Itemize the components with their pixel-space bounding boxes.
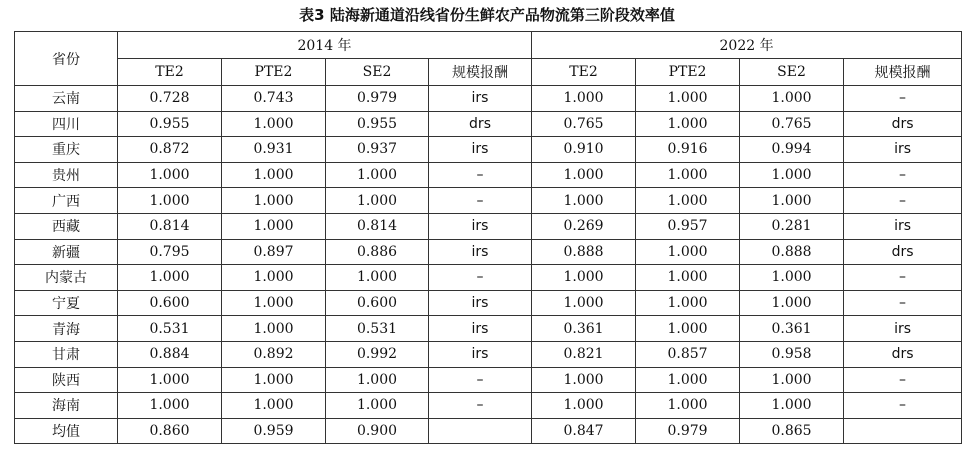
returns-cell-b: – [844, 367, 962, 393]
te2-cell-b: 1.000 [532, 86, 636, 112]
te2-cell-b: 0.269 [532, 213, 636, 239]
returns-cell-a: – [429, 162, 532, 188]
province-cell: 四川 [15, 111, 118, 137]
pte2-cell-a: 0.931 [222, 137, 326, 163]
returns-cell-b: drs [844, 111, 962, 137]
table-row [15, 162, 962, 188]
se2-cell-a: 0.979 [326, 86, 429, 112]
pte2-cell-a: 1.000 [222, 188, 326, 214]
header-year-2014: 2014 年 [118, 32, 532, 59]
returns-cell-a: irs [429, 213, 532, 239]
province-cell: 西藏 [15, 213, 118, 239]
pte2-cell-a: 1.000 [222, 111, 326, 137]
te2-cell-a: 1.000 [118, 367, 222, 393]
header-province: 省份 [15, 32, 118, 86]
table-row [15, 86, 962, 112]
returns-cell-a: – [429, 265, 532, 291]
header-te2-a: TE2 [118, 59, 222, 86]
se2-cell-b: 1.000 [740, 367, 844, 393]
pte2-cell-a: 1.000 [222, 367, 326, 393]
returns-cell-b: – [844, 162, 962, 188]
province-cell: 均值 [15, 418, 118, 444]
province-cell: 新疆 [15, 239, 118, 265]
se2-cell-b: 0.888 [740, 239, 844, 265]
pte2-cell-a: 0.892 [222, 341, 326, 367]
pte2-cell-b: 1.000 [636, 239, 740, 265]
se2-cell-b: 1.000 [740, 393, 844, 419]
returns-cell-b: – [844, 188, 962, 214]
returns-cell-a: irs [429, 316, 532, 342]
returns-cell-a: – [429, 393, 532, 419]
pte2-cell-a: 1.000 [222, 393, 326, 419]
pte2-cell-b: 1.000 [636, 188, 740, 214]
te2-cell-b: 0.888 [532, 239, 636, 265]
se2-cell-a: 1.000 [326, 367, 429, 393]
se2-cell-b: 0.281 [740, 213, 844, 239]
returns-cell-a: irs [429, 137, 532, 163]
te2-cell-a: 0.795 [118, 239, 222, 265]
te2-cell-a: 0.814 [118, 213, 222, 239]
te2-cell-b: 0.910 [532, 137, 636, 163]
se2-cell-b: 0.994 [740, 137, 844, 163]
header-se2-a: SE2 [326, 59, 429, 86]
te2-cell-a: 0.884 [118, 341, 222, 367]
se2-cell-b: 0.958 [740, 341, 844, 367]
se2-cell-b: 0.765 [740, 111, 844, 137]
table-row [15, 418, 962, 444]
province-cell: 重庆 [15, 137, 118, 163]
returns-cell-a: irs [429, 290, 532, 316]
pte2-cell-b: 1.000 [636, 393, 740, 419]
te2-cell-a: 1.000 [118, 188, 222, 214]
se2-cell-a: 0.531 [326, 316, 429, 342]
pte2-cell-b: 1.000 [636, 111, 740, 137]
te2-cell-a: 1.000 [118, 393, 222, 419]
header-year-2022: 2022 年 [532, 32, 962, 59]
se2-cell-b: 1.000 [740, 162, 844, 188]
pte2-cell-a: 1.000 [222, 316, 326, 342]
te2-cell-a: 0.955 [118, 111, 222, 137]
se2-cell-a: 1.000 [326, 265, 429, 291]
returns-cell-a [429, 418, 532, 444]
se2-cell-a: 0.900 [326, 418, 429, 444]
te2-cell-a: 0.600 [118, 290, 222, 316]
table-row [15, 367, 962, 393]
pte2-cell-b: 0.979 [636, 418, 740, 444]
province-cell: 甘肃 [15, 341, 118, 367]
se2-cell-b: 0.361 [740, 316, 844, 342]
returns-cell-a: irs [429, 86, 532, 112]
table-row [15, 393, 962, 419]
table-row [15, 213, 962, 239]
pte2-cell-b: 1.000 [636, 316, 740, 342]
pte2-cell-a: 0.959 [222, 418, 326, 444]
se2-cell-a: 0.937 [326, 137, 429, 163]
pte2-cell-b: 0.957 [636, 213, 740, 239]
header-pte2-a: PTE2 [222, 59, 326, 86]
returns-cell-a: drs [429, 111, 532, 137]
table-body [15, 86, 962, 444]
returns-cell-b: irs [844, 213, 962, 239]
pte2-cell-b: 1.000 [636, 162, 740, 188]
pte2-cell-a: 1.000 [222, 290, 326, 316]
se2-cell-a: 0.886 [326, 239, 429, 265]
returns-cell-b: drs [844, 341, 962, 367]
returns-cell-a: – [429, 367, 532, 393]
table-row [15, 188, 962, 214]
table-row [15, 290, 962, 316]
pte2-cell-a: 0.743 [222, 86, 326, 112]
province-cell: 内蒙古 [15, 265, 118, 291]
returns-cell-b: irs [844, 137, 962, 163]
se2-cell-b: 1.000 [740, 265, 844, 291]
te2-cell-b: 1.000 [532, 188, 636, 214]
pte2-cell-b: 1.000 [636, 86, 740, 112]
province-cell: 青海 [15, 316, 118, 342]
se2-cell-b: 1.000 [740, 188, 844, 214]
te2-cell-b: 1.000 [532, 265, 636, 291]
te2-cell-b: 0.847 [532, 418, 636, 444]
table-row [15, 137, 962, 163]
te2-cell-b: 1.000 [532, 290, 636, 316]
pte2-cell-b: 1.000 [636, 290, 740, 316]
table-row [15, 265, 962, 291]
te2-cell-b: 0.361 [532, 316, 636, 342]
province-cell: 宁夏 [15, 290, 118, 316]
province-cell: 贵州 [15, 162, 118, 188]
se2-cell-a: 0.600 [326, 290, 429, 316]
se2-cell-b: 1.000 [740, 290, 844, 316]
province-cell: 陕西 [15, 367, 118, 393]
pte2-cell-a: 0.897 [222, 239, 326, 265]
returns-cell-b: – [844, 86, 962, 112]
te2-cell-b: 0.765 [532, 111, 636, 137]
pte2-cell-b: 1.000 [636, 367, 740, 393]
te2-cell-a: 1.000 [118, 265, 222, 291]
te2-cell-b: 1.000 [532, 393, 636, 419]
table-row [15, 239, 962, 265]
header-te2-b: TE2 [532, 59, 636, 86]
te2-cell-b: 0.821 [532, 341, 636, 367]
returns-cell-b: – [844, 290, 962, 316]
te2-cell-a: 0.860 [118, 418, 222, 444]
returns-cell-b: – [844, 265, 962, 291]
returns-cell-a: irs [429, 341, 532, 367]
table-caption: 表3 陆海新通道沿线省份生鲜农产品物流第三阶段效率值 [299, 6, 675, 24]
se2-cell-b: 1.000 [740, 86, 844, 112]
header-se2-b: SE2 [740, 59, 844, 86]
header-returns-b: 规模报酬 [844, 59, 962, 86]
se2-cell-a: 0.992 [326, 341, 429, 367]
returns-cell-b: drs [844, 239, 962, 265]
table-row [15, 341, 962, 367]
se2-cell-b: 0.865 [740, 418, 844, 444]
se2-cell-a: 1.000 [326, 393, 429, 419]
se2-cell-a: 1.000 [326, 188, 429, 214]
header-returns-a: 规模报酬 [429, 59, 532, 86]
province-cell: 广西 [15, 188, 118, 214]
returns-cell-a: – [429, 188, 532, 214]
returns-cell-b: – [844, 393, 962, 419]
table-row [15, 316, 962, 342]
te2-cell-a: 0.531 [118, 316, 222, 342]
te2-cell-a: 0.872 [118, 137, 222, 163]
te2-cell-b: 1.000 [532, 162, 636, 188]
returns-cell-a: irs [429, 239, 532, 265]
pte2-cell-a: 1.000 [222, 265, 326, 291]
te2-cell-a: 0.728 [118, 86, 222, 112]
header-pte2-b: PTE2 [636, 59, 740, 86]
province-cell: 云南 [15, 86, 118, 112]
returns-cell-b [844, 418, 962, 444]
se2-cell-a: 1.000 [326, 162, 429, 188]
pte2-cell-a: 1.000 [222, 162, 326, 188]
pte2-cell-b: 0.857 [636, 341, 740, 367]
table-row [15, 111, 962, 137]
se2-cell-a: 0.955 [326, 111, 429, 137]
efficiency-table [14, 31, 962, 444]
returns-cell-b: irs [844, 316, 962, 342]
pte2-cell-b: 1.000 [636, 265, 740, 291]
pte2-cell-b: 0.916 [636, 137, 740, 163]
province-cell: 海南 [15, 393, 118, 419]
te2-cell-b: 1.000 [532, 367, 636, 393]
te2-cell-a: 1.000 [118, 162, 222, 188]
pte2-cell-a: 1.000 [222, 213, 326, 239]
se2-cell-a: 0.814 [326, 213, 429, 239]
